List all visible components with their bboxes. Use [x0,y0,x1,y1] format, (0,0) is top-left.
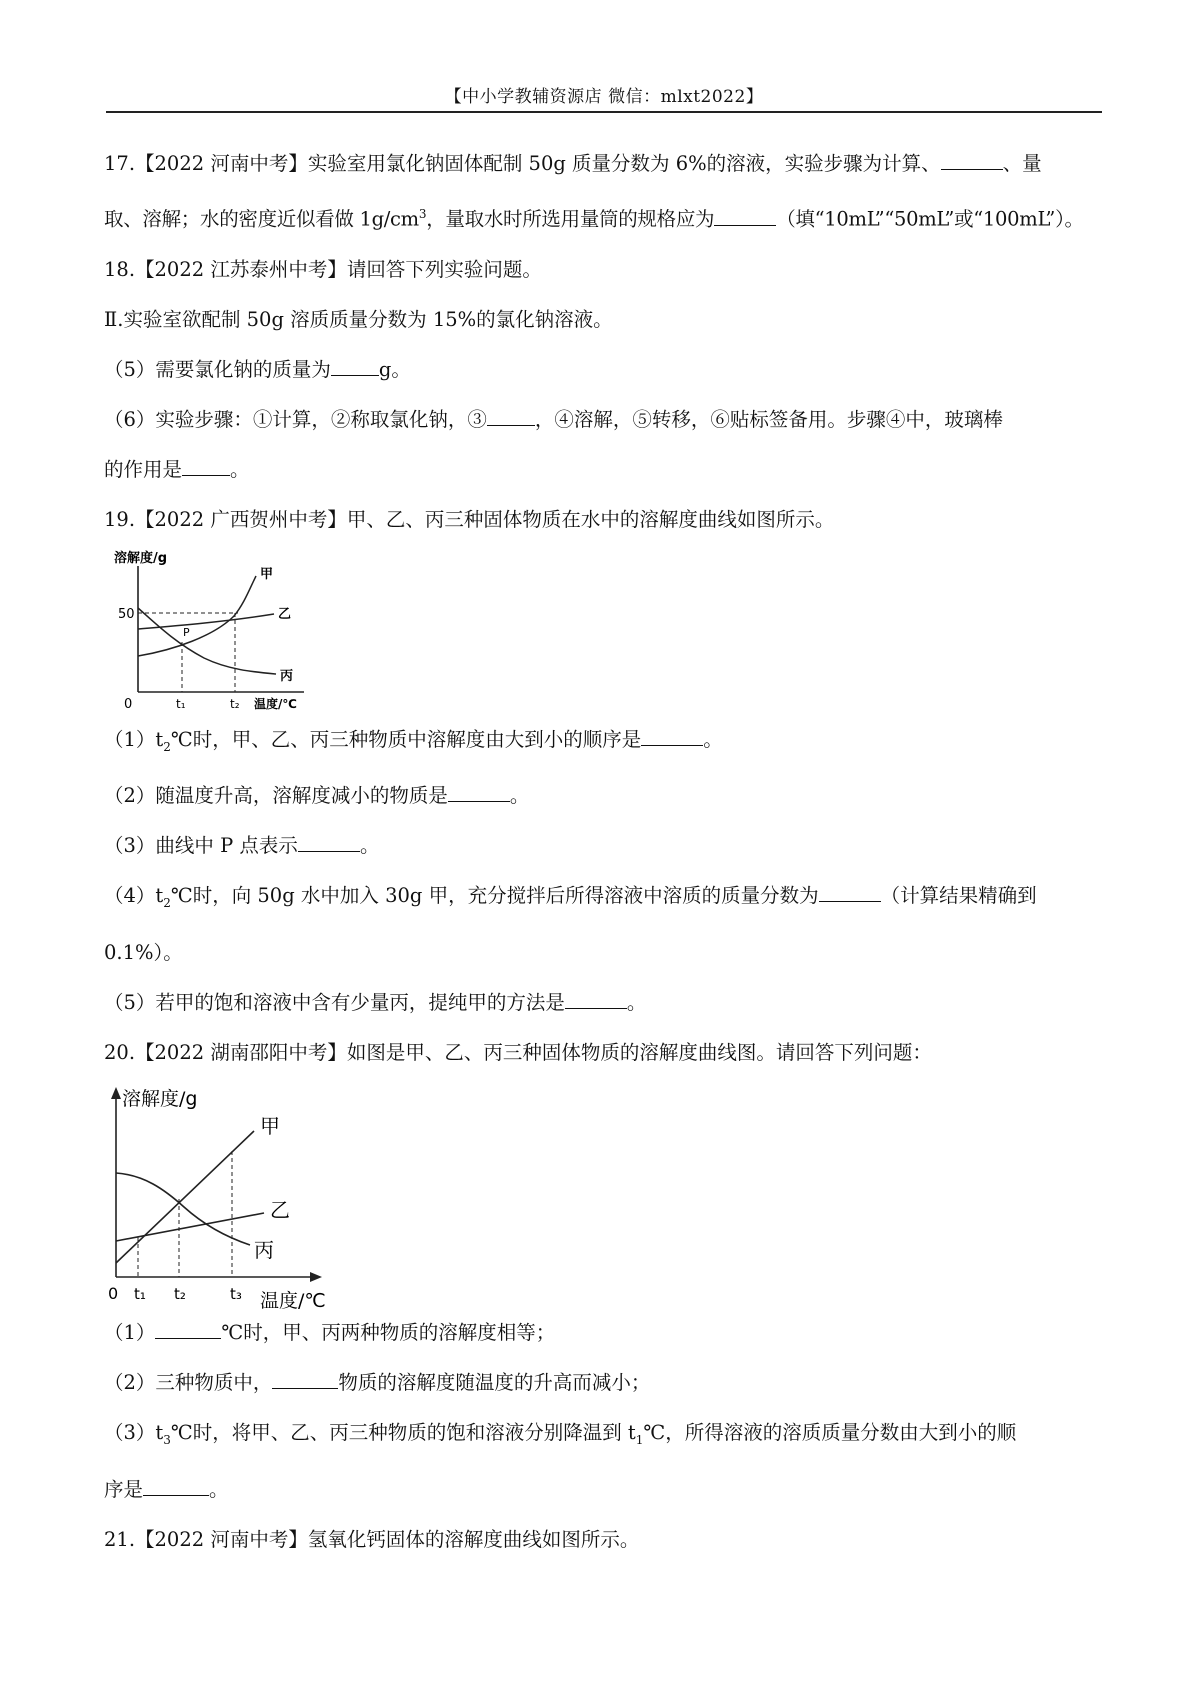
answer-blank[interactable] [714,207,776,226]
x-tick-t1: t₁ [134,1285,146,1304]
page-header: 【中小学教辅资源店 微信：mlxt2022】 [444,87,764,107]
q17-line1: 17.【2022 河南中考】实验室用氯化钠固体配制 50g 质量分数为 6%的溶液，实验步骤为计算、 、量 [104,152,1042,175]
y-axis-arrow [111,1087,121,1099]
q21-title: 21.【2022 河南中考】氢氧化钙固体的溶解度曲线如图所示。 [104,1528,640,1552]
answer-blank[interactable] [565,990,627,1009]
series-yi-label: 乙 [270,1198,290,1223]
document-body [104,150,1100,1554]
x-axis-label: 温度/℃ [260,1290,326,1313]
answer-blank[interactable] [487,407,535,426]
answer-blank[interactable] [641,727,703,746]
q17-line2: 取、溶解；水的密度近似看做 $1g/cm^3$，量取水时所选用量筒的规格应为 （填“10mL”“50mL”或“100mL”）。 [104,207,1084,231]
answer-blank[interactable] [272,1370,338,1389]
series-jia-label: 甲 [260,566,274,582]
q20-solubility-chart [104,1081,1100,1313]
q20-chart-svg [104,1081,364,1313]
answer-blank[interactable] [143,1477,209,1496]
header-divider [106,111,1102,113]
series-yi-label: 乙 [278,606,292,622]
q19-s5: （5）若甲的饱和溶液中含有少量丙，提纯甲的方法是 。 [104,991,647,1015]
q20-s1: （1） ℃时，甲、丙两种物质的溶解度相等； [104,1321,556,1345]
q20-title: 20.【2022 湖南邵阳中考】如图是甲、乙、丙三种固体物质的溶解度曲线图。请回答下列问题： [104,1041,932,1065]
answer-blank[interactable] [331,357,379,376]
answer-blank[interactable] [182,457,230,476]
series-bing-label: 丙 [280,668,294,684]
q18-s6-cont: 的作用是 。 [104,457,250,481]
q19-s4: $(4)t_2℃$时，向 50g 水中加入 30g 甲，充分搅拌后所得溶液中溶质的质量分数为 （计算结果精确到 [104,884,1037,911]
q19-s2: （2）随温度升高，溶解度减小的物质是 。 [104,784,530,808]
series-jia-curve [138,576,256,656]
q20-s3-cont: 序是 。 [104,1478,229,1502]
q18-s5: （5）需要氯化钠的质量为 g。 [104,357,411,381]
x-tick-t2: t₂ [174,1285,186,1304]
x-axis-arrow [310,1272,322,1282]
series-bing-curve [138,608,276,674]
q19-s4-cont: 0.1%）。 [104,941,183,965]
q19-title: 19.【2022 广西贺州中考】甲、乙、丙三种固体物质在水中的溶解度曲线如图所示。 [104,507,835,531]
q18-part: Ⅱ.实验室欲配制 50g 溶质质量分数为 15%的氯化钠溶液。 [104,307,613,331]
y-axis-label: 溶解度/g [114,550,168,566]
x-axis-label: 温度/℃ [254,696,297,711]
q20-s3: $(3)t_3℃$时，将甲、乙、丙三种物质的饱和溶液分别降温到 $t_1℃$，所得溶液的溶质质量分数由大到小的顺 [104,1421,1017,1448]
q18-title: 18.【2022 江苏泰州中考】请回答下列实验问题。 [104,257,542,281]
q20-s2: （2）三种物质中， 物质的溶解度随温度的升高而减小； [104,1371,651,1395]
q19-chart-svg [104,546,324,716]
origin-label: 0 [124,696,133,712]
x-tick-t1: t₁ [176,696,186,711]
answer-blank[interactable] [448,783,510,802]
answer-blank[interactable] [155,1320,221,1339]
q18-s6: （6）实验步骤：①计算，②称取氯化钠，③ ，④溶解，⑤转移，⑥贴标签备用。步骤④中，玻璃棒 [104,407,1003,431]
answer-blank[interactable] [819,883,881,902]
x-tick-t2: t₂ [230,696,240,711]
origin-label: 0 [108,1284,119,1304]
q19-s3: （3）曲线中 P 点表示 。 [104,834,380,858]
answer-blank[interactable] [941,151,1003,170]
answer-blank[interactable] [298,833,360,852]
point-p-label: P [183,625,190,639]
x-tick-t3: t₃ [230,1285,242,1304]
series-yi-curve [116,1213,264,1241]
q19-solubility-chart [104,546,1100,716]
series-bing-curve [116,1173,250,1245]
series-bing-label: 丙 [254,1238,274,1263]
y-axis-label: 溶解度/g [122,1088,198,1111]
q19-s1: $(1)t_2℃$时，甲、乙、丙三种物质中溶解度由大到小的顺序是 。 [104,727,723,754]
y-tick-50: 50 [118,606,135,622]
series-jia-label: 甲 [260,1114,280,1139]
series-jia-curve [116,1131,254,1263]
